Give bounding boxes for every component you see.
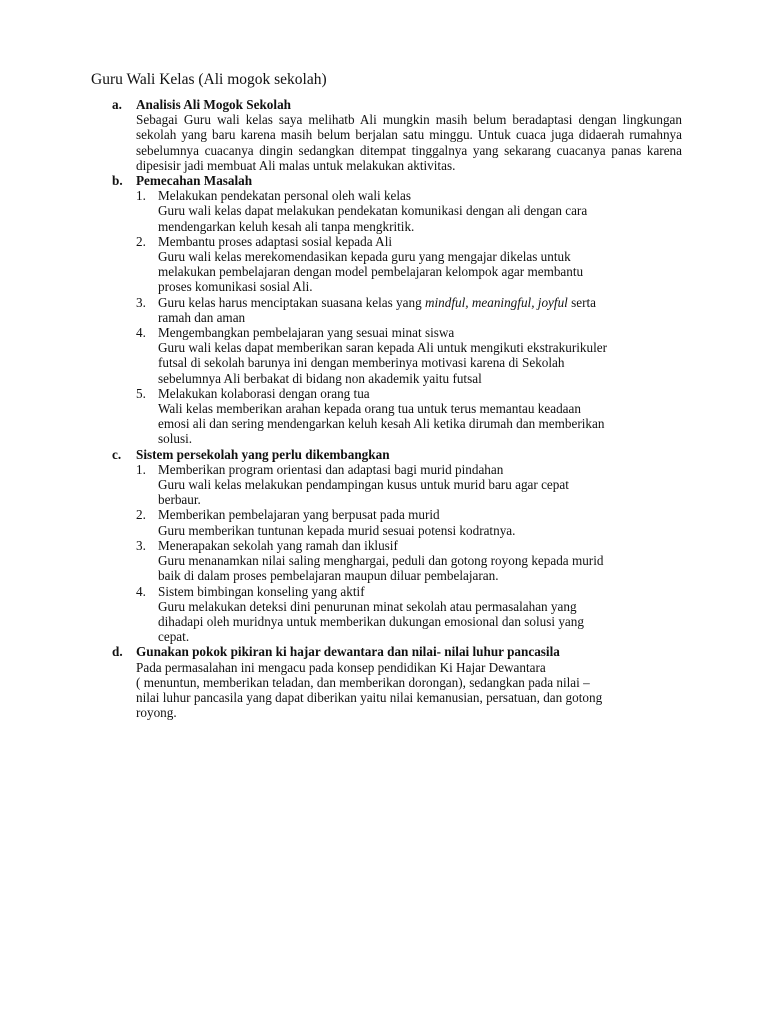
paragraph-line: royong. xyxy=(136,705,177,721)
section-letter: d. xyxy=(112,644,123,660)
list-item xyxy=(136,295,682,325)
title-emphasis: mindful, meaningful, joyful xyxy=(424,294,568,310)
list-item xyxy=(136,386,682,447)
list-item-line: Wali kelas memberikan arahan kepada orang tua untuk terus memantau keadaan xyxy=(158,401,581,417)
document-title: Guru Wali Kelas (Ali mogok sekolah) xyxy=(91,71,327,88)
numbered-list xyxy=(136,462,682,644)
paragraph-line: ( menuntun, memberikan teladan, dan memberikan dorongan), sedangkan pada nilai – xyxy=(136,674,590,690)
paragraph-line: Pada permasalahan ini mengacu pada konsep pendidikan Ki Hajar Dewantara xyxy=(136,659,546,675)
section-pemecahan-masalah xyxy=(112,173,682,447)
list-item-title: Melakukan kolaborasi dengan orang tua xyxy=(158,385,370,401)
list-number: 4. xyxy=(136,583,146,599)
section-heading: Sistem persekolah yang perlu dikembangkan xyxy=(136,446,390,462)
list-item-line: ramah dan aman xyxy=(158,309,246,325)
list-item-line: melakukan pembelajaran dengan model pembelajaran kelompok agar membantu xyxy=(158,264,584,280)
list-item-line: solusi. xyxy=(158,431,193,447)
section-letter: b. xyxy=(112,173,123,189)
list-number: 2. xyxy=(136,233,146,249)
list-item-line: dihadapi oleh muridnya untuk memberikan dukungan emosional dan solusi yang xyxy=(158,613,584,629)
list-number: 1. xyxy=(136,461,146,477)
list-item xyxy=(136,234,682,295)
list-number: 3. xyxy=(136,294,146,310)
section-analisis xyxy=(112,97,682,173)
list-item-line: Guru wali kelas dapat melakukan pendekatan komunikasi dengan ali dengan cara xyxy=(158,203,588,219)
section-heading: Analisis Ali Mogok Sekolah xyxy=(136,97,291,112)
list-number: 3. xyxy=(136,537,146,553)
title-text: serta xyxy=(567,294,597,310)
list-item-line: Guru menanamkan nilai saling menghargai, peduli dan gotong royong kepada murid xyxy=(158,553,604,569)
list-item-line: Guru wali kelas dapat memberikan saran kepada Ali untuk mengikuti ekstrakurikuler xyxy=(158,340,607,356)
list-number: 4. xyxy=(136,325,146,341)
list-item-title: Memberikan pembelajaran yang berpusat pada murid xyxy=(158,507,440,523)
document-content xyxy=(112,97,682,720)
list-item-title: Membantu proses adaptasi sosial kepada Ali xyxy=(158,233,393,249)
list-item-line: mendengarkan keluh kesah ali tanpa mengkritik. xyxy=(158,218,415,234)
list-item-title: Sistem bimbingan konseling yang aktif xyxy=(158,583,365,599)
list-item xyxy=(136,188,682,234)
list-item-line: cepat. xyxy=(158,629,190,645)
list-item xyxy=(136,462,682,508)
list-item-title: Mengembangkan pembelajaran yang sesuai minat siswa xyxy=(158,325,455,341)
section-paragraph: Sebagai Guru wali kelas saya melihatb Ali mungkin masih belum beradaptasi dengan lingkungan sekolah yang baru karena masih belum berjalan satu minggu. Untuk cuaca juga didaerah rumahnya sebelumnya cuacanya dingin sedangkan ditempat tinggalnya yang sekarang cuacanya panas karena dipesisir jadi membuat Ali malas untuk melakukan aktivitas. xyxy=(136,112,682,173)
list-item-line: Guru melakukan deteksi dini penurunan minat sekolah atau permasalahan yang xyxy=(158,598,577,614)
list-item xyxy=(136,538,682,584)
section-letter: c. xyxy=(112,446,122,462)
list-item-line: Guru wali kelas merekomendasikan kepada guru yang mengajar dikelas untuk xyxy=(158,249,571,265)
list-number: 1. xyxy=(136,188,146,204)
list-item-line: Guru wali kelas melakukan pendampingan kusus untuk murid baru agar cepat xyxy=(158,477,569,493)
list-number: 2. xyxy=(136,507,146,523)
section-heading: Gunakan pokok pikiran ki hajar dewantara dan nilai- nilai luhur pancasila xyxy=(136,644,560,660)
list-item-line: sebelumnya Ali berbakat di bidang non akademik yaitu futsal xyxy=(158,370,482,386)
list-item-line: baik di dalam proses pembelajaran maupun diluar pembelajaran. xyxy=(158,568,499,584)
section-letter: a. xyxy=(112,97,122,112)
section-ki-hajar-dewantara xyxy=(112,644,682,720)
list-item-title xyxy=(158,295,682,310)
list-item xyxy=(136,584,682,645)
list-item-line: Guru memberikan tuntunan kepada murid sesuai potensi kodratnya. xyxy=(158,522,516,538)
section-sistem-persekolah xyxy=(112,447,682,645)
list-item-line: futsal di sekolah barunya ini dengan memberinya motivasi karena di Sekolah xyxy=(158,355,565,371)
numbered-list xyxy=(136,188,682,446)
title-text: Guru kelas harus menciptakan suasana kelas yang xyxy=(158,294,425,310)
list-item xyxy=(136,325,682,386)
list-item-line: berbaur. xyxy=(158,492,201,508)
list-item-title: Menerapakan sekolah yang ramah dan iklusif xyxy=(158,537,398,553)
list-item-title: Memberikan program orientasi dan adaptasi bagi murid pindahan xyxy=(158,461,504,477)
list-number: 5. xyxy=(136,385,146,401)
paragraph-line: nilai luhur pancasila yang dapat diberikan yaitu nilai kemanusian, persatuan, dan gotong xyxy=(136,689,603,705)
list-item-line: proses komunikasi sosial Ali. xyxy=(158,279,313,295)
section-heading: Pemecahan Masalah xyxy=(136,173,253,189)
list-item-line: emosi ali dan sering mendengarkan keluh kesah Ali ketika dirumah dan memberikan xyxy=(158,416,605,432)
list-item-title: Melakukan pendekatan personal oleh wali kelas xyxy=(158,188,412,204)
list-item xyxy=(136,507,682,537)
